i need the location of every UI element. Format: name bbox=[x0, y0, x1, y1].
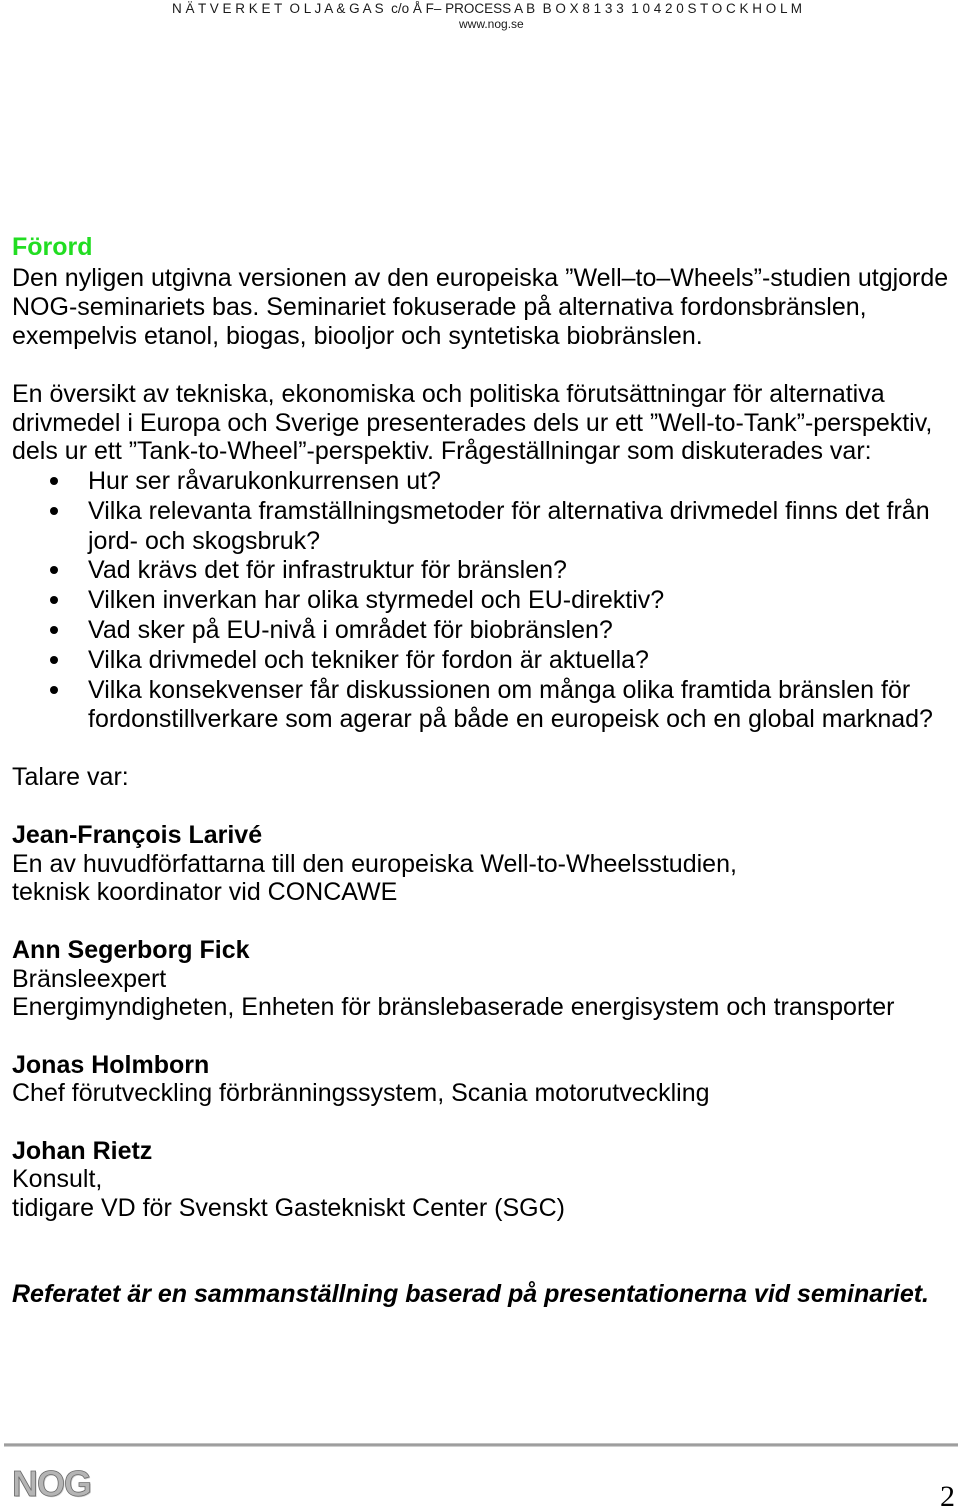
question-text: fordonstillverkare som agerar på både en europeisk och en global marknad? bbox=[88, 705, 933, 734]
intro-line: NOG-seminariets bas. Seminariet fokuserade på alternativa fordonsbränslen, bbox=[12, 292, 867, 321]
question-text: Vilka drivmedel och tekniker för fordon är aktuella? bbox=[88, 645, 649, 674]
question-text: Vilken inverkan har olika styrmedel och EU-direktiv? bbox=[88, 586, 665, 615]
speaker-list bbox=[12, 821, 894, 1251]
overview-line: dels ur ett ”Tank-to-Wheel”-perspektiv. Frågeställningar som diskuterades var: bbox=[12, 437, 872, 465]
header-website: www.nog.se bbox=[459, 17, 524, 31]
speaker-entry bbox=[12, 1137, 894, 1223]
speaker-detail: Bränsleexpert bbox=[12, 964, 167, 993]
question-item bbox=[0, 586, 933, 616]
question-item bbox=[0, 497, 933, 557]
summary-note: Referatet är en sammanställning baserad på presentationerna vid seminariet. bbox=[12, 1280, 929, 1308]
speaker-name: Jean-François Larivé bbox=[12, 821, 263, 849]
speaker-detail: tidigare VD för Svenskt Gastekniskt Center (SGC) bbox=[12, 1194, 565, 1223]
question-text: Vad sker på EU-nivå i området för biobränslen? bbox=[88, 615, 613, 644]
question-item bbox=[0, 467, 933, 497]
bullet-icon bbox=[50, 507, 58, 515]
speaker-detail: En av huvudförfattarna till den europeiska Well-to-Wheelsstudien, bbox=[12, 849, 737, 878]
intro-line: exempelvis etanol, biogas, biooljor och syntetiska biobränslen. bbox=[12, 321, 703, 350]
question-text: Vilka konsekvenser får diskussionen om många olika framtida bränslen för bbox=[88, 675, 911, 704]
overview-line: En översikt av tekniska, ekonomiska och politiska förutsättningar för alternativa bbox=[12, 380, 885, 408]
question-text: jord- och skogsbruk? bbox=[88, 526, 321, 555]
intro-paragraph bbox=[12, 264, 948, 350]
question-text: Hur ser råvarukonkurrensen ut? bbox=[88, 467, 441, 495]
page-number: 2 bbox=[940, 1480, 955, 1510]
speaker-name: Jonas Holmborn bbox=[12, 1050, 210, 1079]
question-list bbox=[0, 467, 933, 735]
question-item bbox=[0, 616, 933, 646]
question-item bbox=[0, 556, 933, 586]
speaker-name: Johan Rietz bbox=[12, 1136, 153, 1165]
question-text: Vilka relevanta framställningsmetoder för alternativa drivmedel finns det från bbox=[88, 496, 930, 525]
speaker-entry bbox=[12, 821, 894, 907]
bullet-icon bbox=[50, 566, 58, 574]
speaker-detail: Energimyndigheten, Enheten för bränslebaserade energisystem och transporter bbox=[12, 993, 895, 1022]
speaker-detail: teknisk koordinator vid CONCAWE bbox=[12, 878, 398, 907]
speaker-name: Ann Segerborg Fick bbox=[12, 935, 250, 964]
speaker-entry bbox=[12, 936, 894, 1022]
section-heading: Förord bbox=[12, 233, 93, 261]
speaker-detail: Chef förutveckling förbränningssystem, Scania motorutveckling bbox=[12, 1079, 710, 1108]
bullet-icon bbox=[50, 656, 58, 664]
overview-paragraph bbox=[12, 380, 932, 466]
bullet-icon bbox=[50, 596, 58, 604]
intro-line: Den nyligen utgivna versionen av den europeiska ”Well–to–Wheels”-studien utgjorde bbox=[12, 264, 949, 292]
bullet-icon bbox=[50, 477, 58, 485]
question-item bbox=[0, 646, 933, 676]
footer-divider bbox=[4, 1443, 958, 1447]
speaker-detail: Konsult, bbox=[12, 1165, 103, 1194]
header-address: N Ä T V E R K E T O L J A & G A S c/o Å F– PROCESS A B B O X 8 1 3 3 1 0 4 2 0 S T O C K H O L M bbox=[172, 1, 803, 16]
question-text: Vad krävs det för infrastruktur för bränslen? bbox=[88, 556, 567, 585]
speaker-entry bbox=[12, 1051, 894, 1108]
bullet-icon bbox=[50, 626, 58, 634]
speakers-label: Talare var: bbox=[12, 763, 129, 791]
overview-line: drivmedel i Europa och Sverige presenterades dels ur ett ”Well-to-Tank”-perspektiv, bbox=[12, 408, 933, 437]
bullet-icon bbox=[50, 686, 58, 694]
question-item bbox=[0, 676, 933, 736]
nog-logo: NOG bbox=[12, 1463, 92, 1504]
